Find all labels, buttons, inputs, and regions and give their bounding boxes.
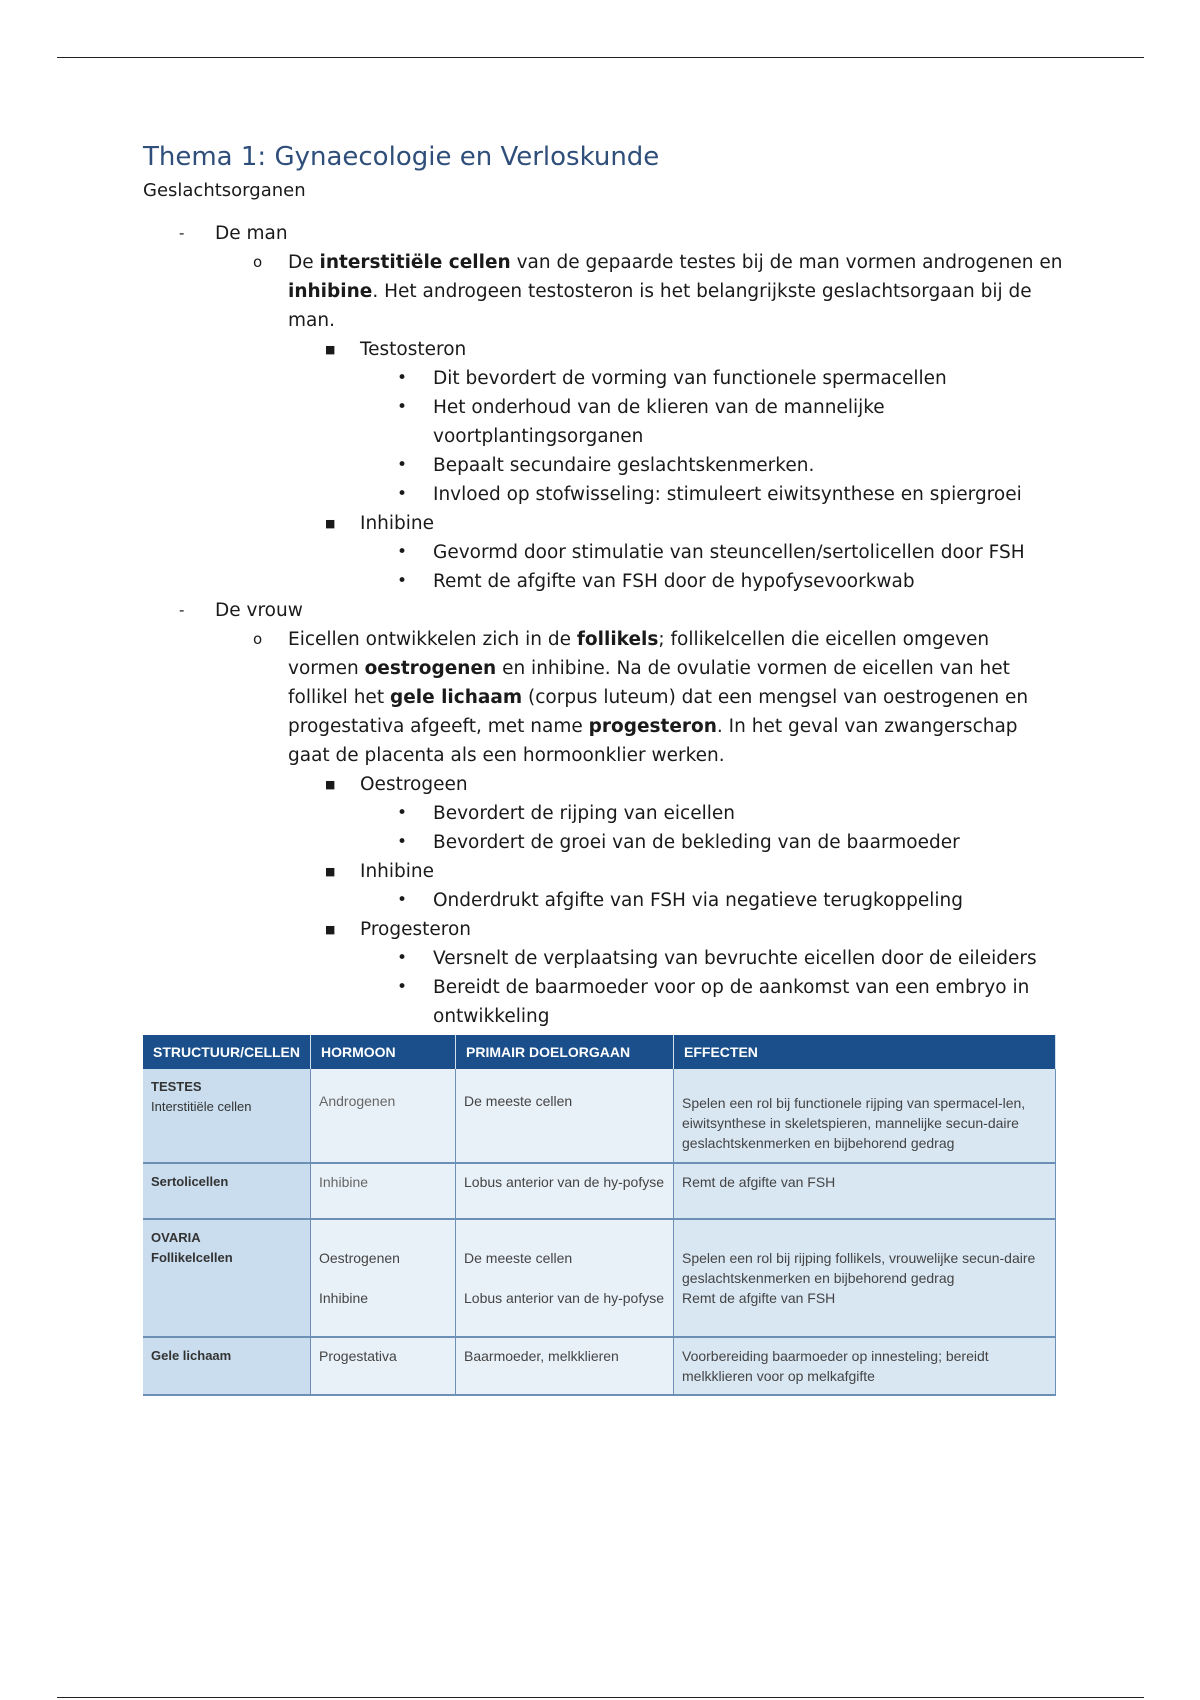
dot-bullet: • (397, 542, 408, 562)
list-item-inhibine-vrouw: ■ Inhibine (143, 857, 1063, 886)
vrouw-paragraph: o Eicellen ontwikkelen zich in de follikels; follikelcellen die eicellen omgeven vormen oestrogenen en inhibine. Na de ovulatie vormen de eicellen van het follikel het gele lichaam (corpus luteum) dat een mengsel van oestrogenen en progestativa afgeeft, met name progesteron. In het geval van zwangerschap gaat de placenta als een hormoonklier werken. (143, 625, 1063, 770)
square-bullet: ■ (325, 517, 336, 530)
structure-cell: Gele lichaam (143, 1337, 311, 1395)
dash-bullet: - (179, 601, 185, 619)
target-cell: Lobus anterior van de hy-pofyse (456, 1163, 674, 1219)
header-rule (57, 57, 1144, 58)
table-row (143, 1069, 1056, 1163)
list-item: • Bevordert de groei van de bekleding van de baarmoeder (143, 828, 1063, 857)
table-row (143, 1219, 1056, 1337)
dash-bullet: - (179, 224, 185, 242)
list-item-testosteron: ■ Testosteron (143, 335, 1063, 364)
dot-bullet: • (397, 832, 408, 852)
circle-bullet: o (253, 253, 263, 271)
hormone-cell: Oestrogenen Inhibine (311, 1219, 456, 1337)
table-row (143, 1163, 1056, 1219)
dot-bullet: • (397, 397, 408, 417)
dot-bullet: • (397, 890, 408, 910)
document-body (143, 142, 1063, 1031)
column-header: HORMOON (311, 1035, 456, 1069)
square-bullet: ■ (325, 343, 336, 356)
column-header: PRIMAIR DOELORGAAN (456, 1035, 674, 1069)
target-cell: De meeste cellen Lobus anterior van de hy-pofyse (456, 1219, 674, 1337)
page-title: Thema 1: Gynaecologie en Verloskunde (143, 142, 660, 172)
list-item-oestrogeen: ■ Oestrogeen (143, 770, 1063, 799)
dot-bullet: • (397, 803, 408, 823)
hormone-cell: Inhibine (311, 1163, 456, 1219)
man-paragraph: o De interstitiële cellen van de gepaarde testes bij de man vormen androgenen en inhibine. Het androgeen testosteron is het belangrijkste geslachtsorgaan bij de man. (143, 248, 1063, 335)
dot-bullet: • (397, 484, 408, 504)
square-bullet: ■ (325, 923, 336, 936)
list-item: • Invloed op stofwisseling: stimuleert eiwitsynthese en spiergroei (143, 480, 1063, 509)
list-item-inhibine: ■ Inhibine (143, 509, 1063, 538)
list-item: • Bevordert de rijping van eicellen (143, 799, 1063, 828)
table-header-row (143, 1035, 1056, 1069)
list-item: • Gevormd door stimulatie van steuncellen/sertolicellen door FSH (143, 538, 1063, 567)
circle-bullet: o (253, 630, 263, 648)
section-subtitle: Geslachtsorganen (143, 180, 306, 201)
square-bullet: ■ (325, 778, 336, 791)
list-item: • Bereidt de baarmoeder voor op de aankomst van een embryo in ontwikkeling (143, 973, 1063, 1031)
hormone-cell: Androgenen (311, 1069, 456, 1163)
effects-cell: Spelen een rol bij rijping follikels, vrouwelijke secun-daire geslachtskenmerken en bijbehorend gedrag Remt de afgifte van FSH (674, 1219, 1056, 1337)
dot-bullet: • (397, 455, 408, 475)
dot-bullet: • (397, 368, 408, 388)
list-item: • Dit bevordert de vorming van functionele spermacellen (143, 364, 1063, 393)
list-item-progesteron: ■ Progesteron (143, 915, 1063, 944)
list-item: • Het onderhoud van de klieren van de mannelijke voortplantingsorganen (143, 393, 1063, 451)
column-header: EFFECTEN (674, 1035, 1056, 1069)
list-item: • Remt de afgifte van FSH door de hypofysevoorkwab (143, 567, 1063, 596)
structure-cell: OVARIA Follikelcellen (143, 1219, 311, 1337)
target-cell: Baarmoeder, melkklieren (456, 1337, 674, 1395)
dot-bullet: • (397, 977, 408, 997)
hormone-table (143, 1035, 1056, 1396)
effects-cell: Spelen een rol bij functionele rijping van spermacel-len, eiwitsynthese in skeletspieren, mannelijke secun-daire geslachtskenmerken en bijbehorend gedrag (674, 1069, 1056, 1163)
table-row (143, 1337, 1056, 1395)
dot-bullet: • (397, 571, 408, 591)
effects-cell: Remt de afgifte van FSH (674, 1163, 1056, 1219)
structure-cell: TESTES Interstitiële cellen (143, 1069, 311, 1163)
structure-cell: Sertolicellen (143, 1163, 311, 1219)
effects-cell: Voorbereiding baarmoeder op innesteling; bereidt melkklieren voor op melkafgifte (674, 1337, 1056, 1395)
list-item-vrouw: - De vrouw (143, 596, 1063, 625)
column-header: STRUCTUUR/CELLEN (143, 1035, 311, 1069)
footer-rule (57, 1697, 1144, 1698)
hormone-cell: Progestativa (311, 1337, 456, 1395)
list-item: • Versnelt de verplaatsing van bevruchte eicellen door de eileiders (143, 944, 1063, 973)
list-item-man: - De man (143, 219, 1063, 248)
square-bullet: ■ (325, 865, 336, 878)
dot-bullet: • (397, 948, 408, 968)
target-cell: De meeste cellen (456, 1069, 674, 1163)
list-item: • Onderdrukt afgifte van FSH via negatieve terugkoppeling (143, 886, 1063, 915)
list-item: • Bepaalt secundaire geslachtskenmerken. (143, 451, 1063, 480)
